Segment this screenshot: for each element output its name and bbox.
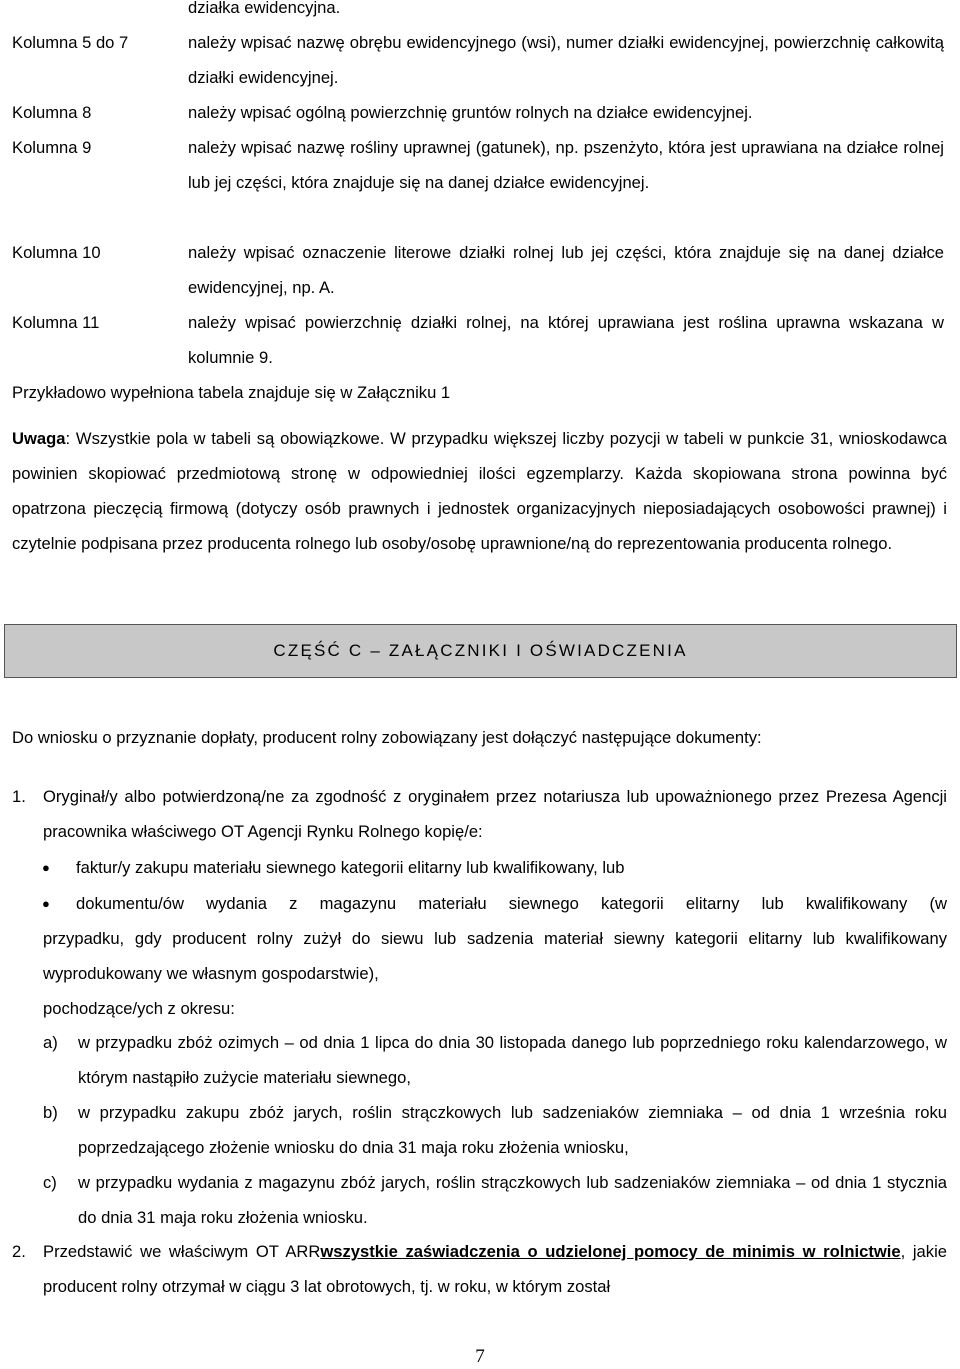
column-description: należy wpisać ogólną powierzchnię gruntów rolnych na działce ewidencyjnej.: [188, 103, 753, 122]
item-2-text: [43, 1234, 947, 1304]
item-2-part2: , jakie producent rolny otrzymał w ciągu 3 lat obrotowych, tj. w roku, w którym został: [43, 1242, 947, 1296]
section-c-banner: [4, 624, 957, 678]
column-label: Kolumna 9: [12, 138, 92, 157]
column-description: należy wpisać oznaczenie literowe działki rolnej lub jej części, która znajduje się na danej działce ewidencyjnej, np. A.: [188, 243, 944, 297]
item-2-bold: wszystkie zaświadczenia o udzielonej pomocy de minimis w rolnictwie: [320, 1242, 901, 1261]
column-description: należy wpisać nazwę obrębu ewidencyjnego (wsi), numer działki ewidencyjnej, powierzchnię całkowitą działki ewidencyjnej.: [188, 33, 944, 87]
bullet-item: faktur/y zakupu materiału siewnego kategorii elitarny lub kwalifikowany, lub: [76, 858, 625, 877]
origin-period-label: pochodzące/ych z okresu:: [43, 999, 235, 1018]
subitem-text: w przypadku zbóż ozimych – od dnia 1 lipca do dnia 30 listopada danego lub poprzedniego roku kalendarzowego, w którym nastąpiło zużycie materiału siewnego,: [78, 1033, 947, 1087]
column-label: Kolumna 11: [12, 313, 100, 332]
bullet-icon: ●: [42, 896, 50, 911]
attachments-intro: Do wniosku o przyznanie dopłaty, producent rolny zobowiązany jest dołączyć następujące dokumenty:: [12, 728, 762, 747]
column-description: należy wpisać powierzchnię działki rolnej, na której uprawiana jest roślina uprawna wskazana w kolumnie 9.: [188, 313, 944, 367]
subitem-marker: a): [43, 1033, 58, 1052]
column-description: należy wpisać nazwę rośliny uprawnej (gatunek), np. pszenżyto, która jest uprawiana na działce rolnej lub jej części, która znajduje się na danej działce ewidencyjnej.: [188, 138, 944, 192]
column-label: Kolumna 10: [12, 243, 101, 262]
column-description: działka ewidencyjna.: [188, 0, 341, 17]
warning-paragraph: [12, 421, 947, 561]
item-2-part1: Przedstawić we właściwym OT ARR: [43, 1242, 321, 1261]
subitem-marker: b): [43, 1103, 58, 1122]
example-note: Przykładowo wypełniona tabela znajduje się w Załączniku 1: [12, 383, 451, 402]
warning-text: Wszystkie pola w tabeli są obowiązkowe. W przypadku większej liczby pozycji w tabeli w punkcie 31, wnioskodawca powinien skopiować przedmiotową stronę w odpowiedniej ilości egzemplarzy. Każda skopiowana strona powinna być opatrzona pieczęcią firmową (dotyczy osób prawnych i jednostek organizacyjnych nieposiadających osobowości prawnej) i czytelnie podpisana przez producenta rolnego lub osoby/osobę uprawnione/ną do reprezentowania producenta rolnego.: [12, 429, 947, 553]
section-c-title: CZĘŚĆ C – ZAŁĄCZNIKI I OŚWIADCZENIA: [273, 641, 688, 660]
warning-label: Uwaga: [12, 429, 66, 448]
column-label: Kolumna 8: [12, 103, 92, 122]
page-number: 7: [475, 1346, 485, 1367]
subitem-text: w przypadku wydania z magazynu zbóż jarych, roślin strączkowych lub sadzeniaków ziemniaka – od dnia 1 stycznia do dnia 31 maja roku złożenia wniosku.: [78, 1173, 947, 1227]
item-number: 2.: [12, 1242, 26, 1261]
bullet-item: dokumentu/ów wydania z magazynu materiału siewnego kategorii elitarny lub kwalifikowany (w: [76, 894, 947, 913]
column-label: Kolumna 5 do 7: [12, 33, 129, 52]
subitem-marker: c): [43, 1173, 57, 1192]
subitem-text: w przypadku zakupu zbóż jarych, roślin strączkowych lub sadzeniaków ziemniaka – od dnia 1 września roku poprzedzającego złożenie wniosku do dnia 31 maja roku złożenia wniosku,: [78, 1103, 947, 1157]
bullet-item-continuation: przypadku, gdy producent rolny zużył do siewu lub sadzenia materiał siewny kategorii elitarny lub kwalifikowany wyprodukowany we własnym gospodarstwie),: [43, 929, 947, 983]
item-number: 1.: [12, 787, 26, 806]
warning-colon: :: [65, 429, 71, 448]
bullet-icon: ●: [42, 860, 50, 875]
item-1-text: Oryginał/y albo potwierdzoną/ne za zgodność z oryginałem przez notariusza lub upoważnionego przez Prezesa Agencji pracownika właściwego OT Agencji Rynku Rolnego kopię/e:: [43, 787, 947, 841]
